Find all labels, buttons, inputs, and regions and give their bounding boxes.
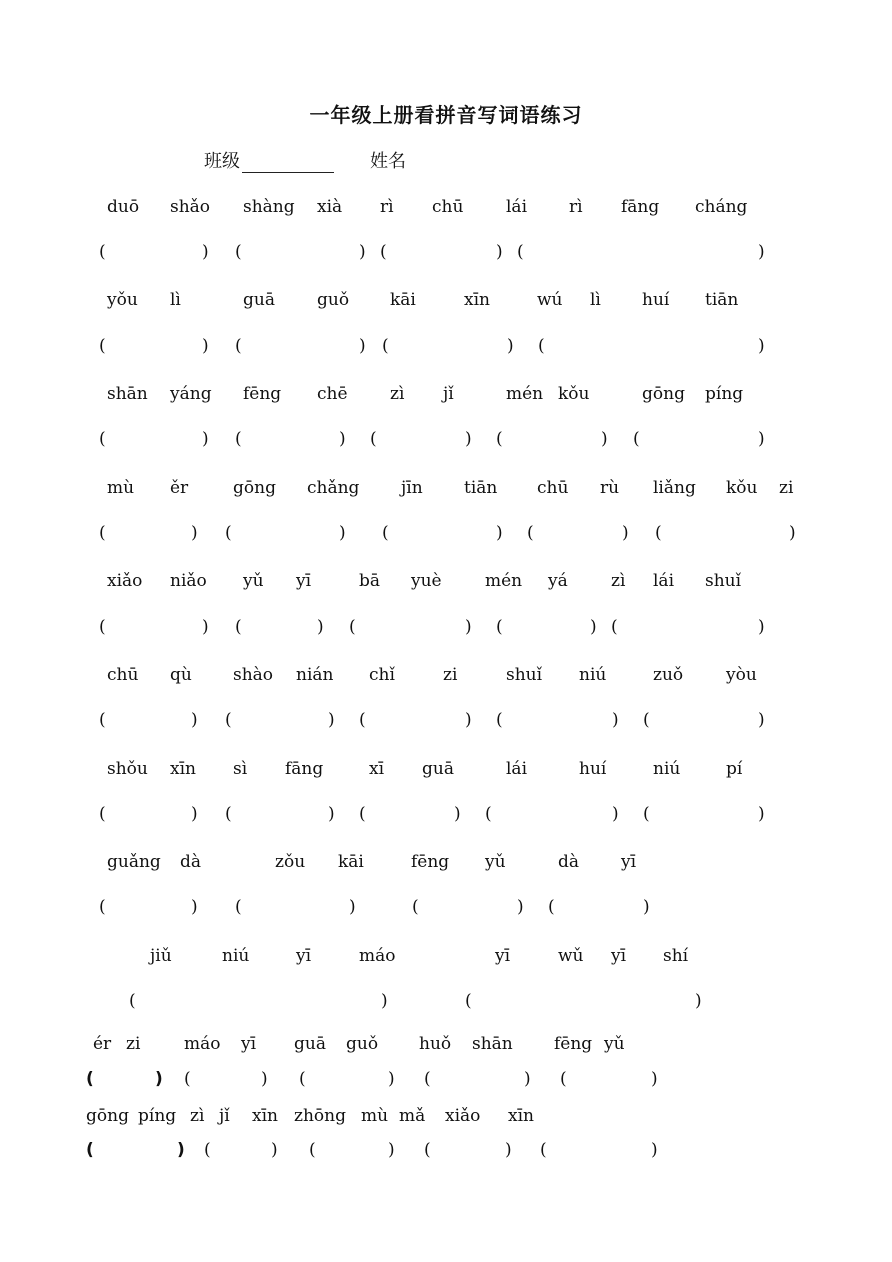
pinyin-syllable: guā xyxy=(422,759,454,779)
answer-close-paren: ) xyxy=(651,1140,658,1160)
answer-open-paren: ( xyxy=(359,804,366,824)
answer-open-paren: ( xyxy=(560,1069,567,1089)
pinyin-syllable: lái xyxy=(506,759,528,779)
answer-close-paren: ) xyxy=(202,617,209,637)
answer-blank[interactable] xyxy=(245,617,315,637)
pinyin-syllable: lì xyxy=(170,290,181,310)
answer-blank[interactable] xyxy=(139,991,379,1011)
answer-blank[interactable] xyxy=(570,1069,649,1089)
answer-open-paren: ( xyxy=(611,617,618,637)
answer-open-paren: ( xyxy=(86,1140,94,1160)
pinyin-syllable: yǔ xyxy=(485,852,506,872)
answer-blank[interactable] xyxy=(643,429,756,449)
name-label: 姓名 xyxy=(370,151,406,172)
answer-close-paren: ) xyxy=(601,429,608,449)
answer-blank[interactable] xyxy=(506,429,599,449)
answer-open-paren: ( xyxy=(235,336,242,356)
pinyin-syllable: shuǐ xyxy=(705,571,742,591)
answer-close-paren: ) xyxy=(612,710,619,730)
pinyin-syllable: zhōng xyxy=(294,1106,346,1126)
pinyin-syllable: zi xyxy=(779,478,794,498)
pinyin-syllable: yǔ xyxy=(243,571,264,591)
pinyin-syllable: niǎo xyxy=(170,571,207,591)
pinyin-syllable: nián xyxy=(296,665,334,685)
answer-open-paren: ( xyxy=(633,429,640,449)
answer-blank[interactable] xyxy=(392,336,505,356)
pinyin-syllable: kǒu xyxy=(726,478,758,498)
answer-open-paren: ( xyxy=(99,242,106,262)
pinyin-syllable: fāng xyxy=(621,197,660,217)
answer-close-paren: ) xyxy=(328,804,335,824)
pinyin-syllable: kāi xyxy=(338,852,364,872)
pinyin-syllable: jǐ xyxy=(443,384,454,404)
answer-blank[interactable] xyxy=(235,804,326,824)
answer-open-paren: ( xyxy=(99,429,106,449)
pinyin-syllable: fēng xyxy=(243,384,282,404)
answer-close-paren: ) xyxy=(191,710,198,730)
pinyin-syllable: xī xyxy=(369,759,385,779)
pinyin-syllable: mù xyxy=(361,1106,389,1126)
pinyin-syllable: guā xyxy=(294,1034,326,1054)
answer-open-paren: ( xyxy=(86,1069,94,1089)
answer-blank[interactable] xyxy=(506,617,588,637)
pinyin-syllable: sì xyxy=(233,759,248,779)
pinyin-syllable: shí xyxy=(663,946,689,966)
pinyin-syllable: dà xyxy=(180,852,202,872)
pinyin-syllable: yǔ xyxy=(604,1034,625,1054)
answer-blank[interactable] xyxy=(245,336,357,356)
pinyin-syllable: guǎng xyxy=(107,852,161,872)
answer-blank[interactable] xyxy=(109,523,189,543)
answer-open-paren: ( xyxy=(99,523,106,543)
answer-blank[interactable] xyxy=(109,617,200,637)
answer-close-paren: ) xyxy=(202,242,209,262)
answer-blank[interactable] xyxy=(109,710,189,730)
answer-blank[interactable] xyxy=(548,336,756,356)
answer-close-paren: ) xyxy=(388,1140,395,1160)
answer-open-paren: ( xyxy=(643,804,650,824)
pinyin-syllable: chū xyxy=(537,478,569,498)
answer-close-paren: ) xyxy=(454,804,461,824)
answer-close-paren: ) xyxy=(381,991,388,1011)
pinyin-syllable: wǔ xyxy=(558,946,584,966)
answer-close-paren: ) xyxy=(758,242,765,262)
answer-close-paren: ) xyxy=(590,617,597,637)
answer-close-paren: ) xyxy=(612,804,619,824)
answer-blank[interactable] xyxy=(537,523,620,543)
answer-close-paren: ) xyxy=(507,336,514,356)
pinyin-syllable: píng xyxy=(705,384,744,404)
answer-close-paren: ) xyxy=(339,523,346,543)
answer-close-paren: ) xyxy=(202,336,209,356)
answer-blank[interactable] xyxy=(359,617,463,637)
pinyin-syllable: guā xyxy=(243,290,275,310)
answer-open-paren: ( xyxy=(424,1140,431,1160)
pinyin-syllable: shàng xyxy=(243,197,295,217)
pinyin-syllable: jǐ xyxy=(219,1106,230,1126)
answer-blank[interactable] xyxy=(369,710,463,730)
answer-close-paren: ) xyxy=(758,710,765,730)
answer-close-paren: ) xyxy=(789,523,796,543)
class-field xyxy=(204,147,334,173)
answer-blank[interactable] xyxy=(245,242,357,262)
answer-open-paren: ( xyxy=(309,1140,316,1160)
pinyin-syllable: rì xyxy=(380,197,394,217)
answer-blank[interactable] xyxy=(245,429,337,449)
pinyin-syllable: niú xyxy=(653,759,681,779)
answer-open-paren: ( xyxy=(99,897,106,917)
pinyin-syllable: chǐ xyxy=(369,665,395,685)
pinyin-syllable: zì xyxy=(611,571,626,591)
pinyin-syllable: xīn xyxy=(252,1106,278,1126)
answer-open-paren: ( xyxy=(235,429,242,449)
answer-open-paren: ( xyxy=(465,991,472,1011)
answer-open-paren: ( xyxy=(225,804,232,824)
answer-open-paren: ( xyxy=(496,429,503,449)
pinyin-syllable: jīn xyxy=(401,478,423,498)
answer-open-paren: ( xyxy=(99,804,106,824)
pinyin-syllable: yáng xyxy=(170,384,212,404)
answer-open-paren: ( xyxy=(485,804,492,824)
answer-close-paren: ) xyxy=(271,1140,278,1160)
answer-close-paren: ) xyxy=(388,1069,395,1089)
answer-open-paren: ( xyxy=(370,429,377,449)
pinyin-syllable: yī xyxy=(241,1034,257,1054)
pinyin-syllable: ér xyxy=(93,1034,112,1054)
answer-open-paren: ( xyxy=(496,710,503,730)
pinyin-syllable: yòu xyxy=(726,665,757,685)
answer-blank[interactable] xyxy=(245,897,347,917)
answer-close-paren: ) xyxy=(359,242,366,262)
name-field xyxy=(370,147,406,173)
pinyin-syllable: lái xyxy=(506,197,528,217)
answer-blank[interactable] xyxy=(369,804,452,824)
answer-close-paren: ) xyxy=(496,242,503,262)
answer-close-paren: ) xyxy=(505,1140,512,1160)
answer-blank[interactable] xyxy=(434,1069,522,1089)
answer-open-paren: ( xyxy=(527,523,534,543)
pinyin-syllable: xīn xyxy=(508,1106,534,1126)
answer-blank[interactable] xyxy=(665,523,787,543)
answer-close-paren: ) xyxy=(465,617,472,637)
answer-close-paren: ) xyxy=(695,991,702,1011)
answer-open-paren: ( xyxy=(99,617,106,637)
answer-open-paren: ( xyxy=(540,1140,547,1160)
answer-blank[interactable] xyxy=(475,991,693,1011)
answer-blank[interactable] xyxy=(495,804,610,824)
answer-open-paren: ( xyxy=(129,991,136,1011)
answer-close-paren: ) xyxy=(524,1069,531,1089)
pinyin-syllable: kǒu xyxy=(558,384,590,404)
answer-blank[interactable] xyxy=(194,1069,259,1089)
answer-open-paren: ( xyxy=(538,336,545,356)
answer-open-paren: ( xyxy=(99,710,106,730)
answer-open-paren: ( xyxy=(225,710,232,730)
answer-blank[interactable] xyxy=(309,1069,386,1089)
answer-blank[interactable] xyxy=(96,1069,153,1089)
answer-open-paren: ( xyxy=(235,897,242,917)
pinyin-syllable: shǎo xyxy=(170,197,211,217)
answer-open-paren: ( xyxy=(548,897,555,917)
answer-blank[interactable] xyxy=(109,336,200,356)
answer-open-paren: ( xyxy=(235,242,242,262)
pinyin-syllable: dà xyxy=(558,852,580,872)
answer-blank[interactable] xyxy=(558,897,641,917)
answer-blank[interactable] xyxy=(550,1140,649,1160)
answer-close-paren: ) xyxy=(191,523,198,543)
answer-open-paren: ( xyxy=(382,336,389,356)
answer-open-paren: ( xyxy=(380,242,387,262)
pinyin-syllable: duō xyxy=(107,197,140,217)
answer-close-paren: ) xyxy=(177,1140,185,1160)
pinyin-syllable: gōng xyxy=(86,1106,129,1126)
pinyin-syllable: zǒu xyxy=(275,852,306,872)
pinyin-syllable: yī xyxy=(621,852,637,872)
pinyin-syllable: shān xyxy=(107,384,148,404)
answer-open-paren: ( xyxy=(299,1069,306,1089)
answer-open-paren: ( xyxy=(204,1140,211,1160)
answer-close-paren: ) xyxy=(651,1069,658,1089)
answer-close-paren: ) xyxy=(359,336,366,356)
answer-close-paren: ) xyxy=(339,429,346,449)
answer-blank[interactable] xyxy=(109,242,200,262)
answer-blank[interactable] xyxy=(621,617,756,637)
answer-blank[interactable] xyxy=(109,804,189,824)
answer-close-paren: ) xyxy=(622,523,629,543)
answer-close-paren: ) xyxy=(349,897,356,917)
pinyin-syllable: yī xyxy=(495,946,511,966)
pinyin-syllable: niú xyxy=(222,946,250,966)
pinyin-syllable: mén xyxy=(485,571,523,591)
pinyin-syllable: qù xyxy=(170,665,192,685)
answer-close-paren: ) xyxy=(758,429,765,449)
pinyin-syllable: lái xyxy=(653,571,675,591)
answer-blank[interactable] xyxy=(109,897,189,917)
answer-close-paren: ) xyxy=(328,710,335,730)
pinyin-syllable: lì xyxy=(590,290,601,310)
pinyin-syllable: zuǒ xyxy=(653,665,684,685)
answer-close-paren: ) xyxy=(191,804,198,824)
answer-open-paren: ( xyxy=(349,617,356,637)
pinyin-syllable: yī xyxy=(611,946,627,966)
pinyin-syllable: rì xyxy=(569,197,583,217)
pinyin-syllable: fēng xyxy=(554,1034,593,1054)
pinyin-syllable: máo xyxy=(359,946,396,966)
pinyin-syllable: guǒ xyxy=(317,290,350,310)
pinyin-syllable: bā xyxy=(359,571,381,591)
answer-blank[interactable] xyxy=(214,1140,269,1160)
pinyin-syllable: wú xyxy=(537,290,563,310)
class-blank[interactable] xyxy=(242,154,334,173)
answer-close-paren: ) xyxy=(643,897,650,917)
pinyin-syllable: fēng xyxy=(411,852,450,872)
answer-blank[interactable] xyxy=(422,897,515,917)
pinyin-syllable: chū xyxy=(107,665,139,685)
answer-close-paren: ) xyxy=(191,897,198,917)
pinyin-syllable: xià xyxy=(317,197,343,217)
pinyin-syllable: gōng xyxy=(233,478,276,498)
answer-close-paren: ) xyxy=(496,523,503,543)
pinyin-syllable: cháng xyxy=(695,197,748,217)
pinyin-syllable: chū xyxy=(432,197,464,217)
pinyin-syllable: chǎng xyxy=(307,478,360,498)
pinyin-syllable: shuǐ xyxy=(506,665,543,685)
pinyin-syllable: píng xyxy=(138,1106,177,1126)
pinyin-syllable: mù xyxy=(107,478,135,498)
pinyin-syllable: huǒ xyxy=(419,1034,452,1054)
answer-open-paren: ( xyxy=(424,1069,431,1089)
answer-blank[interactable] xyxy=(434,1140,503,1160)
pinyin-syllable: zì xyxy=(390,384,405,404)
class-label: 班级 xyxy=(204,151,240,172)
answer-blank[interactable] xyxy=(527,242,756,262)
pinyin-syllable: máo xyxy=(184,1034,221,1054)
pinyin-syllable: yá xyxy=(548,571,568,591)
answer-open-paren: ( xyxy=(225,523,232,543)
answer-open-paren: ( xyxy=(99,336,106,356)
pinyin-syllable: xiǎo xyxy=(445,1106,481,1126)
answer-open-paren: ( xyxy=(643,710,650,730)
answer-close-paren: ) xyxy=(465,429,472,449)
pinyin-syllable: rù xyxy=(600,478,620,498)
answer-blank[interactable] xyxy=(392,523,494,543)
answer-open-paren: ( xyxy=(412,897,419,917)
answer-close-paren: ) xyxy=(202,429,209,449)
pinyin-syllable: xiǎo xyxy=(107,571,143,591)
pinyin-syllable: jiǔ xyxy=(150,946,172,966)
answer-blank[interactable] xyxy=(390,242,494,262)
answer-close-paren: ) xyxy=(758,617,765,637)
pinyin-syllable: shǒu xyxy=(107,759,148,779)
pinyin-syllable: zi xyxy=(126,1034,141,1054)
pinyin-syllable: yī xyxy=(296,946,312,966)
pinyin-syllable: zì xyxy=(190,1106,205,1126)
pinyin-syllable: kāi xyxy=(390,290,416,310)
pinyin-syllable: yǒu xyxy=(107,290,138,310)
pinyin-syllable: huí xyxy=(642,290,670,310)
answer-open-paren: ( xyxy=(496,617,503,637)
answer-blank[interactable] xyxy=(653,804,756,824)
answer-blank[interactable] xyxy=(235,710,326,730)
pinyin-syllable: tiān xyxy=(705,290,739,310)
answer-blank[interactable] xyxy=(109,429,200,449)
pinyin-syllable: chē xyxy=(317,384,348,404)
pinyin-syllable: zi xyxy=(443,665,458,685)
pinyin-syllable: xīn xyxy=(170,759,196,779)
answer-blank[interactable] xyxy=(506,710,610,730)
answer-close-paren: ) xyxy=(465,710,472,730)
pinyin-syllable: huí xyxy=(579,759,607,779)
answer-close-paren: ) xyxy=(261,1069,268,1089)
pinyin-syllable: ěr xyxy=(170,478,189,498)
page-title: 一年级上册看拼音写词语练习 xyxy=(309,103,583,127)
answer-close-paren: ) xyxy=(517,897,524,917)
pinyin-syllable: fāng xyxy=(285,759,324,779)
pinyin-syllable: xīn xyxy=(464,290,490,310)
answer-close-paren: ) xyxy=(317,617,324,637)
pinyin-syllable: tiān xyxy=(464,478,498,498)
pinyin-syllable: shān xyxy=(472,1034,513,1054)
pinyin-syllable: yī xyxy=(296,571,312,591)
pinyin-syllable: mén xyxy=(506,384,544,404)
pinyin-syllable: guǒ xyxy=(346,1034,379,1054)
pinyin-syllable: mǎ xyxy=(399,1106,426,1126)
pinyin-syllable: pí xyxy=(726,759,743,779)
answer-close-paren: ) xyxy=(758,804,765,824)
pinyin-syllable: gōng xyxy=(642,384,685,404)
answer-open-paren: ( xyxy=(359,710,366,730)
pinyin-syllable: yuè xyxy=(411,571,442,591)
answer-open-paren: ( xyxy=(235,617,242,637)
pinyin-syllable: niú xyxy=(579,665,607,685)
answer-close-paren: ) xyxy=(758,336,765,356)
pinyin-syllable: shào xyxy=(233,665,274,685)
answer-open-paren: ( xyxy=(517,242,524,262)
answer-open-paren: ( xyxy=(655,523,662,543)
answer-blank[interactable] xyxy=(653,710,756,730)
answer-blank[interactable] xyxy=(96,1140,175,1160)
answer-blank[interactable] xyxy=(235,523,337,543)
answer-open-paren: ( xyxy=(184,1069,191,1089)
answer-open-paren: ( xyxy=(382,523,389,543)
answer-close-paren: ) xyxy=(155,1069,163,1089)
answer-blank[interactable] xyxy=(380,429,463,449)
pinyin-syllable: liǎng xyxy=(653,478,696,498)
answer-blank[interactable] xyxy=(319,1140,386,1160)
